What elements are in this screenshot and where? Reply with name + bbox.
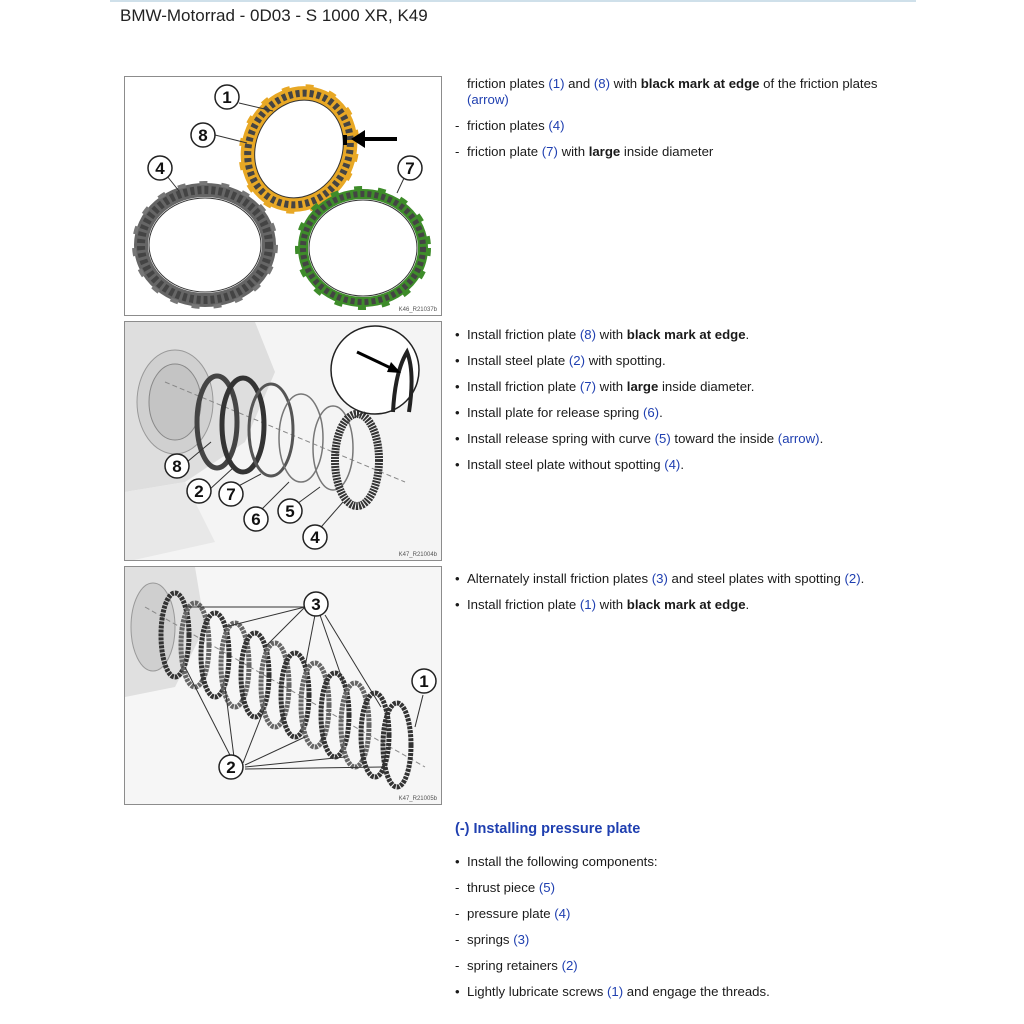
figure-code: K47_R21005b <box>398 796 437 802</box>
callout-label: 3 <box>311 595 321 614</box>
dash-marker: - <box>455 906 460 921</box>
callout-label: 4 <box>155 159 165 178</box>
list-item <box>455 118 925 134</box>
plate-stack-illustration <box>125 567 442 805</box>
callout-label: 7 <box>226 485 236 504</box>
item-text: Install the following components: <box>467 854 658 869</box>
part-reference: (7) <box>579 379 597 394</box>
item-text: toward the inside <box>670 431 778 446</box>
item-text: and steel plates with spotting <box>667 571 845 586</box>
list-item <box>455 880 925 896</box>
item-text: with <box>557 144 589 159</box>
item-text: with <box>596 379 627 394</box>
pressure-plate-steps-list <box>455 854 925 1010</box>
friction-plate-7-drawing <box>297 188 429 308</box>
part-reference: (4) <box>554 906 571 921</box>
callout-label: 2 <box>194 482 204 501</box>
bullet-marker: • <box>455 457 460 472</box>
list-item <box>455 854 925 870</box>
item-text: Install friction plate <box>467 327 580 342</box>
item-text: with <box>596 327 627 342</box>
bullet-marker: • <box>455 431 460 446</box>
item-text: of the friction plates <box>759 76 878 91</box>
list-item <box>455 431 925 447</box>
bullet-marker: • <box>455 405 460 420</box>
bullet-marker: • <box>455 571 460 586</box>
installation-steps-list <box>455 327 925 483</box>
list-item <box>455 353 925 369</box>
friction-plate-4-drawing <box>134 183 276 307</box>
item-text: inside diameter <box>620 144 714 159</box>
item-text: inside diameter. <box>658 379 755 394</box>
item-text: pressure plate <box>467 906 555 921</box>
bullet-marker: • <box>455 379 460 394</box>
item-text: friction plates <box>467 118 549 133</box>
header-rule <box>110 0 916 2</box>
emphasis-text: large <box>588 144 621 159</box>
emphasis-text: black mark at edge <box>640 76 760 91</box>
item-text: friction plates <box>467 76 549 91</box>
figure-code: K47_R21004b <box>398 552 437 558</box>
item-text: with <box>609 76 641 91</box>
black-mark <box>343 135 347 145</box>
figure-code: K46_R21037b <box>398 307 437 313</box>
plate-sequence-illustration <box>125 322 442 561</box>
list-item <box>455 327 925 343</box>
part-reference: (8) <box>579 327 597 342</box>
item-text: thrust piece <box>467 880 539 895</box>
dash-marker: - <box>455 144 460 159</box>
dash-marker: - <box>455 958 460 973</box>
callout-label: 1 <box>419 672 429 691</box>
part-reference: (1) <box>548 76 565 91</box>
emphasis-text: black mark at edge <box>626 597 746 612</box>
emphasis-text: large <box>626 379 659 394</box>
list-item <box>455 932 925 948</box>
dash-marker: - <box>455 118 460 133</box>
list-item <box>455 571 925 587</box>
list-item <box>455 958 925 974</box>
emphasis-text: black mark at edge <box>626 327 746 342</box>
item-text: spring retainers <box>467 958 562 973</box>
figure-plate-stack <box>124 566 442 805</box>
list-item <box>455 597 925 613</box>
list-item <box>455 76 917 108</box>
item-text: friction plate <box>467 144 542 159</box>
callout-label: 5 <box>285 502 295 521</box>
item-text: . <box>680 457 684 472</box>
detail-inset <box>331 326 419 414</box>
friction-plates-list <box>455 76 925 170</box>
item-text: Install steel plate without spotting <box>467 457 665 472</box>
list-item <box>455 906 925 922</box>
item-text: and engage the threads. <box>623 984 770 999</box>
part-reference: (arrow) <box>467 92 509 107</box>
item-text: with spotting. <box>585 353 666 368</box>
part-reference: (3) <box>513 932 530 947</box>
item-text: Install steel plate <box>467 353 569 368</box>
item-text: and <box>564 76 594 91</box>
part-reference: (5) <box>538 880 555 895</box>
part-reference: (4) <box>548 118 565 133</box>
item-text: Install friction plate <box>467 379 580 394</box>
list-item <box>455 379 925 395</box>
item-text: Install release spring with curve <box>467 431 655 446</box>
figure-friction-plates <box>124 76 442 316</box>
callout-label: 8 <box>172 457 182 476</box>
callout-label: 4 <box>310 528 320 547</box>
part-reference: (7) <box>541 144 558 159</box>
item-text: . <box>819 431 824 446</box>
document-title: BMW-Motorrad - 0D03 - S 1000 XR, K49 <box>120 6 428 25</box>
list-item <box>455 457 925 473</box>
item-text: Lightly lubricate screws <box>467 984 607 999</box>
callout-label: 8 <box>198 126 208 145</box>
part-reference: (2) <box>844 571 861 586</box>
callout-label: 6 <box>251 510 261 529</box>
bullet-marker: • <box>455 854 460 869</box>
part-reference: (5) <box>654 431 671 446</box>
alternate-plates-list <box>455 571 925 623</box>
bullet-marker: • <box>455 327 460 342</box>
bullet-marker: • <box>455 353 460 368</box>
part-reference: (2) <box>561 958 578 973</box>
list-item <box>455 144 925 160</box>
part-reference: (2) <box>568 353 586 368</box>
part-reference: (1) <box>607 984 624 999</box>
dash-marker: - <box>455 932 460 947</box>
part-reference: (3) <box>651 571 668 586</box>
item-text: Alternately install friction plates <box>467 571 652 586</box>
part-reference: (arrow) <box>777 431 820 446</box>
item-text: . <box>745 327 750 342</box>
list-item <box>455 405 925 421</box>
part-reference: (6) <box>642 405 660 420</box>
item-text: . <box>745 597 750 612</box>
item-text: springs <box>467 932 514 947</box>
dash-marker: - <box>455 880 460 895</box>
part-reference: (4) <box>664 457 681 472</box>
item-text: Install friction plate <box>467 597 580 612</box>
part-reference: (8) <box>593 76 610 91</box>
item-text: with <box>596 597 627 612</box>
callout-label: 7 <box>405 159 415 178</box>
item-text: . <box>860 571 865 586</box>
part-reference: (1) <box>579 597 597 612</box>
bullet-marker: • <box>455 984 460 999</box>
item-text: Install plate for release spring <box>467 405 643 420</box>
section-heading: (-) Installing pressure plate <box>455 821 641 837</box>
bullet-marker: • <box>455 597 460 612</box>
friction-plates-illustration <box>125 77 442 316</box>
list-item <box>455 984 925 1000</box>
item-text: . <box>659 405 663 420</box>
callout-label: 1 <box>222 88 232 107</box>
callout-label: 2 <box>226 758 236 777</box>
figure-plate-sequence <box>124 321 442 561</box>
